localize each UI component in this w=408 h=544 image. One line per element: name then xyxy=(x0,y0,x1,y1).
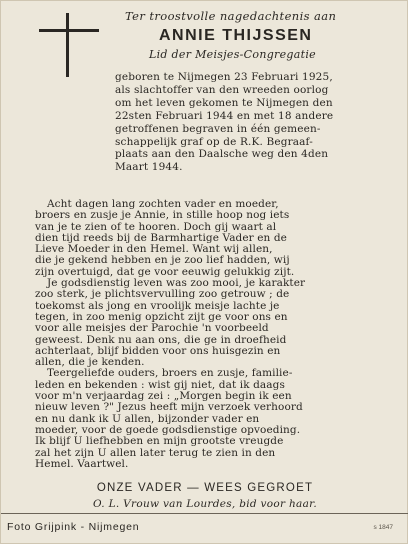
text-line: toekomst als jong en vroolijk meisje lachte je xyxy=(35,299,280,312)
text-line: zal het zijn U allen later terug te zien in den xyxy=(35,446,276,459)
memorial-text xyxy=(35,199,381,470)
text-line: zijn overtuigd, dat ge voor eeuwig gelukkig zijt. xyxy=(35,265,295,278)
bio-line: Maart 1944. xyxy=(115,161,183,174)
text-line: tegen, in zoo menig opzicht zijt ge voor ons en xyxy=(35,310,288,323)
prayers xyxy=(1,482,408,510)
text-line: Acht dagen lang zochten vader en moeder, xyxy=(47,198,279,210)
text-line: Ik blijf U liefhebben en mijn grootste vreugde xyxy=(35,435,284,448)
bio-line: schappelijk graf op de R.K. Begraaf- xyxy=(115,135,313,148)
biography xyxy=(115,71,397,174)
print-code: s 1847 xyxy=(373,524,393,531)
bio-line: getroffenen begraven in één gemeen- xyxy=(115,122,321,135)
text-line: Teergeliefde ouders, broers en zusje, familie- xyxy=(47,367,293,380)
header xyxy=(121,9,397,61)
text-line: zoo sterk, je plichtsvervulling zoo getrouw ; de xyxy=(35,288,290,301)
latin-cross-icon xyxy=(39,13,99,77)
text-line: voor alle meisjes der Parochie 'n voorbeeld xyxy=(35,322,269,335)
text-line: geweest. Denk nu aan ons, die ge in droefheid xyxy=(35,333,287,346)
text-line: Je godsdienstig leven was zoo mooi, je karakter xyxy=(47,277,306,290)
text-line: die je gekend hebben en je zoo lief hadden, wij xyxy=(35,254,290,267)
prayer-line: ONZE VADER — WEES GEGROET xyxy=(96,482,314,494)
bio-line: 22sten Februari 1944 en met 18 andere xyxy=(115,109,334,122)
divider xyxy=(1,513,408,514)
text-line: broers en zusje je Annie, in stille hoop nog iets xyxy=(35,209,290,222)
text-line: Lieve Moeder in den Hemel. Want wij allen, xyxy=(35,243,273,256)
text-line: allen, die je kenden. xyxy=(35,356,145,369)
invocation-line: O. L. Vrouw van Lourdes, bid voor haar. xyxy=(93,498,317,510)
text-line: nieuw leven ?" Jezus heeft mijn verzoek verhoord xyxy=(35,401,303,414)
text-line: van je te zien of te hooren. Doch gij waart al xyxy=(35,220,277,233)
bio-line: geboren te Nijmegen 23 Februari 1925, xyxy=(115,71,333,83)
bio-line: plaats aan den Daalsche weg den 4den xyxy=(115,148,329,161)
text-line: voor m'n verjaardag zei : „Morgen begin ik een xyxy=(35,390,292,403)
dedication-line: Ter troostvolle nagedachtenis aan xyxy=(125,9,337,23)
text-line: dien tijd reeds bij de Barmhartige Vader en de xyxy=(35,231,287,244)
printer-credit: Foto Grijpink - Nijmegen xyxy=(7,521,140,533)
text-line: Hemel. Vaartwel. xyxy=(35,457,129,470)
text-line: en nu dank ik U allen, bijzonder vader en xyxy=(35,412,260,425)
text-line: moeder, voor de goede godsdienstige opvoeding. xyxy=(35,423,301,436)
text-line: achterlaat, blijf bidden voor ons huisgezin en xyxy=(35,344,281,357)
text-line: leden en bekenden : wist gij niet, dat ik daags xyxy=(35,378,285,391)
bio-line: als slachtoffer van den wreeden oorlog xyxy=(115,83,329,96)
bio-line: om het leven gekomen te Nijmegen den xyxy=(115,96,333,109)
deceased-name: ANNIE THIJSSEN xyxy=(159,27,313,44)
membership-line: Lid der Meisjes-Congregatie xyxy=(149,48,316,61)
